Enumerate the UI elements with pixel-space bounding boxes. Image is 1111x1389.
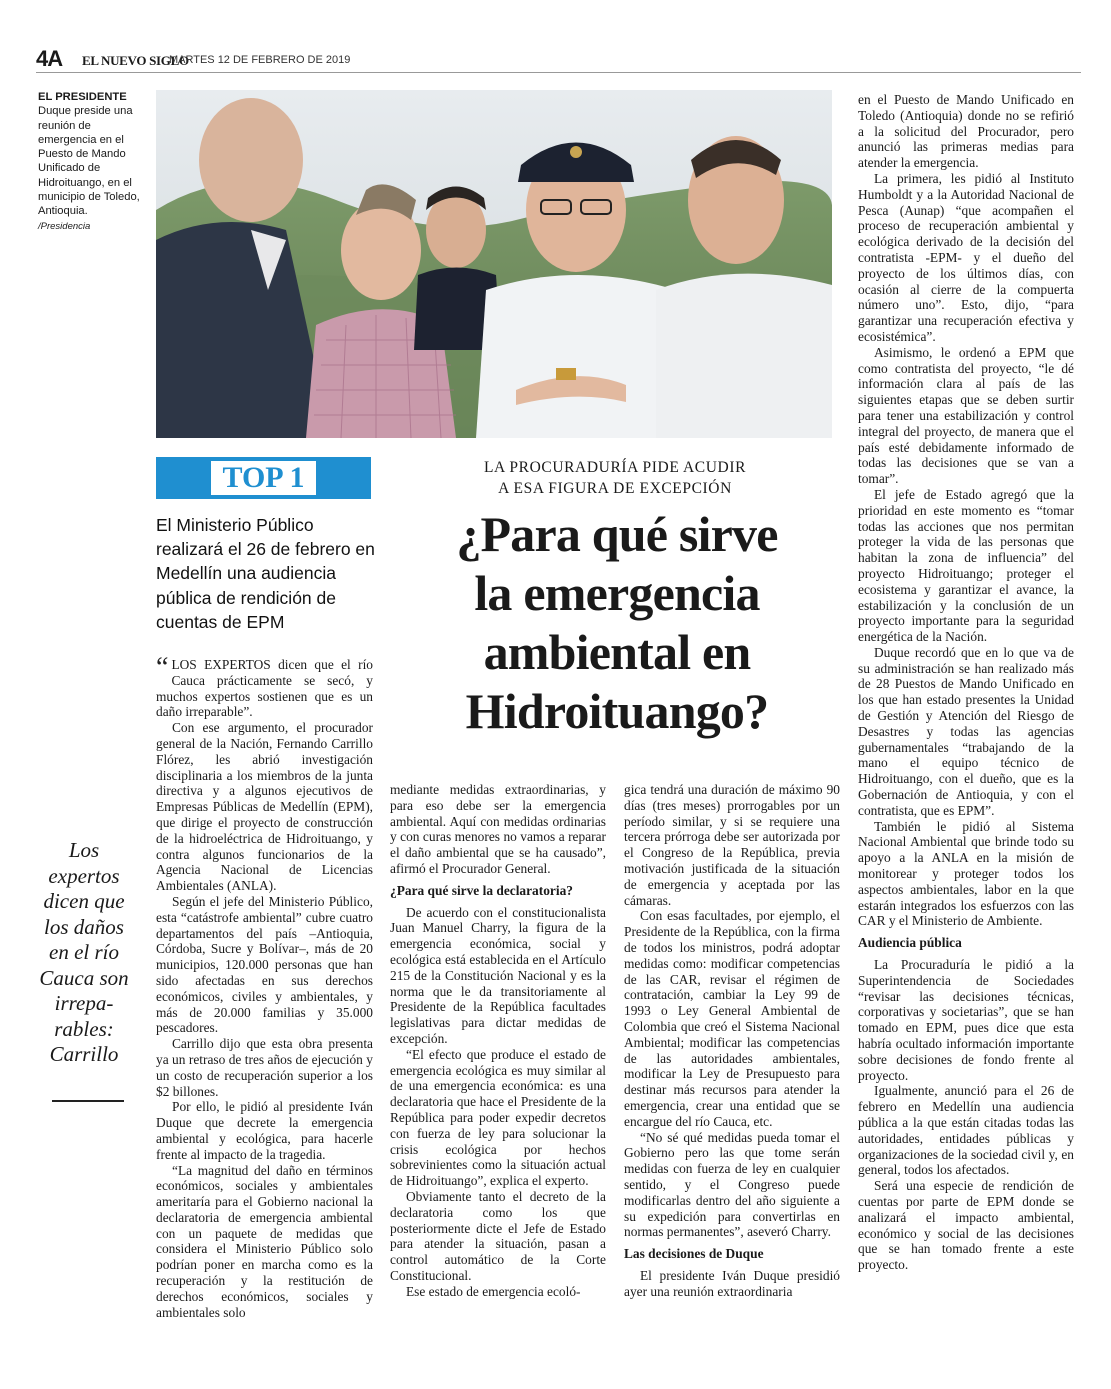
subhead-audiencia: Audiencia pública [858, 935, 962, 951]
headline [412, 505, 822, 741]
caption-text: Duque preside una reunión de emergencia en el Puesto de Mando Unificado de Hidroituango, en el municipio de Toledo, Antioquia. [38, 105, 140, 218]
article-column-middle-2 [624, 782, 840, 1300]
photo-illustration [156, 90, 832, 438]
headline-line-1: ¿Para qué sirve [456, 506, 778, 562]
top-badge [156, 457, 371, 499]
top-summary: El Ministerio Público realizará el 26 de febrero en Medellín una audiencia pública de rendición de cuentas de EPM [156, 515, 375, 632]
article-column-middle-1 [390, 782, 606, 1300]
pull-quote-rule [52, 1100, 124, 1102]
body-paragraph: Igualmente, anunció para el 26 de febrero en Medellín una audiencia pública a la que están citadas todas las autoridades, entidades públicas y organizaciones de la sociedad civil y, en general, todos los afectados. [858, 1083, 1074, 1178]
body-paragraph: “No sé qué medidas pueda tomar el Gobierno pero las que tome serán medidas con fuerza de ley en cualquier sentido, y el Congreso puede modificarlas dentro del año siguiente a su expedición para convertirlas en normas permanentes”, aseveró Charry. [624, 1129, 840, 1240]
body-paragraph: También le pidió al Sistema Nacional Ambiental que brinde todo su apoyo a la ANLA en la misión de monitorear y proteger todos los aspectos ambientales, labor en la que estarán integrados los esfuerzos con las CAR y el Ministerio de Ambiente. [858, 818, 1074, 929]
body-paragraph: El presidente Iván Duque presidió ayer una reunión extraordinaria [624, 1267, 840, 1299]
body-paragraph: Carrillo dijo que esta obra presenta ya un retraso de tres años de ejecución y un costo de recuperación superior a los $2 billones. [156, 1036, 373, 1099]
kicker [420, 457, 810, 499]
body-paragraph: mediante medidas extraordinarias, y para eso debe ser la emergencia ambiental. Aquí con medidas ordinarias y con curas menores no vamos a reparar el daño ambiental que se ha causado”, afirmó el Procurador General. [390, 782, 606, 876]
body-paragraph: El jefe de Estado agregó que la prioridad en este momento es “tomar todas las acciones que nos permitan proteger la vida de las personas que habitan la zona de influencia” del proyecto Hidroituango; proteger el ecosistema y garantizar el avance, la estabilización y la conclusión de un proyecto importante para la seguridad energética de la Nación. [858, 486, 1074, 645]
body-paragraph: Asimismo, le ordenó a EPM que como contratista del proyecto, “le dé información clara al país de las siguientes etapas que se deben surtir para tener una estabilización y control integral del proyecto, de manera que el país esté debidamente informado de todas las decisiones que se van a tomar”. [858, 344, 1074, 487]
top-badge-label: TOP 1 [211, 461, 316, 495]
issue-date: MARTES 12 DE FEBRERO DE 2019 [169, 54, 351, 66]
body-paragraph: Duque recordó que en lo que va de su administración se han realizado más de 28 Puestos de Mando Unificado en los que han estado presentes la Unidad de Gestión y Atención del Riesgo de Desastres y todas las agencias gubernamentales “trabajando de la mano el equipo técnico de Hidroituango, con el dueño, que es la Gobernación de Antioquia, y con el contratista, que es EPM”. [858, 644, 1074, 818]
body-paragraph: “La magnitud del daño en términos económicos, sociales y ambientales ameritaría para el Gobierno nacional la declaratoria de emergencia ambiental con un paquete de medidas que considera el Ministerio Público solo podrían poner en marcha como es la recuperación y la restitución de derechos económicos, sociales y ambientales solo [156, 1162, 373, 1320]
article-column-left [156, 652, 373, 1320]
subhead-declaratoria: ¿Para qué sirve la declaratoria? [390, 882, 573, 898]
body-paragraph: Por ello, le pidió al presidente Iván Duque que decrete la emergencia ambiental y ecológica, para hacerle frente al impacto de la tragedia. [156, 1099, 373, 1162]
headline-line-2: la emergencia [474, 565, 760, 621]
kicker-line-2: A ESA FIGURA DE EXCEPCIÓN [498, 480, 732, 497]
body-paragraph: La primera, les pidió al Instituto Humboldt y a la Autoridad Nacional de Pesca (Aunap) “que acompañen el proceso de recuperación ambiental y ecológica derivado de la decisión del contratista -EPM- y el dueño del proyecto de los últimos días, con ocasión al cierre de la compuerta número uno”. Esto, dijo, “para garantizar una recuperación efectiva y ecosistémica”. [858, 170, 1074, 344]
subhead-decisiones: Las decisiones de Duque [624, 1246, 764, 1262]
headline-line-3: ambiental en [483, 624, 751, 680]
headline-line-4: Hidroituango? [465, 683, 769, 739]
body-paragraph: Ese estado de emergencia ecoló- [406, 1283, 581, 1299]
news-photo [156, 90, 832, 438]
caption-head: EL PRESIDENTE [38, 91, 127, 103]
body-paragraph: gica tendrá una duración de máximo 90 días (tres meses) prorrogables por un período similar, y si se requiere una tercera prórroga debe ser autorizada por el Congreso de la República, previa motivación justificada de la situación de emergencia y aceptada por las cámaras. [624, 782, 840, 908]
body-paragraph: Con esas facultades, por ejemplo, el Presidente de la República, con la firma de todos los ministros, podrá adoptar medidas como: modificar competencias de las CAR, revisar el régimen de contratación, cambiar la Ley 99 de 1993 o Ley General Ambiental de Colombia que creó el Sistema Nacional Ambiental; modificar las competencias de las autoridades ambientales, modificar la Ley de Presupuesto para destinar más recursos para atender la emergencia, crear una entidad que se encargue del río Cauca, etc. [624, 908, 840, 1129]
page-header [36, 46, 1081, 73]
pull-quote: Los expertos dicen que los daños en el río Cauca son irrepa-rables: Carrillo [39, 838, 129, 1066]
body-paragraph: Según el jefe del Ministerio Público, esta “catástrofe ambiental” cubre cuatro departamentos del país –Antioquia, Córdoba, Sucre y Bolívar–, más de 20 municipios, 120.000 personas que han sido afectadas en sus derechos económicos, civiles y ambientales, y más de 20.000 familias y 35.000 pescadores. [156, 893, 373, 1036]
body-paragraph: De acuerdo con el constitucionalista Juan Manuel Charry, la figura de la emergencia económica, social y ecológica está establecida en el Artículo 215 de la Constitución Nacional y es la norma que le da transitoriamente al Presidente de la República facultades legislativas para dictar medidas de excepción. [390, 904, 606, 1046]
quote-mark-icon: “ [156, 652, 169, 683]
body-paragraph: La Procuraduría le pidió a la Superintendencia de Sociedades “revisar las decisiones técnicas, corporativas y societarias”, que se han tomado en EPM, pues dice que esta habría ocultado información importante sobre decisiones de fondo frente al proyecto. [858, 957, 1074, 1083]
body-paragraph: Con ese argumento, el procurador general de la Nación, Fernando Carrillo Flórez, les abrió investigación disciplinaria a los miembros de la junta directiva y a algunos ejecutivos de Empresas Públicas de Medellín (EPM), que dirige el proyecto de construcción de la hidroeléctrica de Hidroituango, y contra algunos funcionarios de la Agencia Nacional de Licencias Ambientales (ANLA). [156, 720, 373, 894]
lead-text: LOS EXPERTOS dicen que el río Cauca prácticamente se secó, y muchos expertos sostienen que es un daño irreparable”. [156, 657, 373, 720]
body-paragraph: en el Puesto de Mando Unificado en Toledo (Antioquia) donde no se refirió a la solicitud del Procurador, pero anunció las primeras medias para atender la emergencia. [858, 92, 1074, 171]
body-paragraph: Será una especie de rendición de cuentas por parte de EPM donde se analizará el impacto ambiental, económico y social de las decisiones que se han tomado frente a este proyecto. [858, 1178, 1074, 1273]
article-column-right [858, 92, 1074, 1273]
kicker-line-1: LA PROCURADURÍA PIDE ACUDIR [483, 459, 747, 476]
page-number: 4A [36, 46, 63, 71]
body-paragraph: Obviamente tanto el decreto de la declaratoria como los que posteriormente dicte el Jefe de Estado para atender la situación, pasan a control automático de la Corte Constitucional. [390, 1188, 606, 1283]
newspaper-name: EL NUEVO SIGLO [82, 53, 189, 68]
photo-credit: /Presidencia [38, 220, 91, 232]
photo-caption [38, 90, 150, 234]
body-paragraph: “El efecto que produce el estado de emergencia ecológica es muy similar al de una emergencia económica: es una declaratoria que hace el Presidente de la República para poder expedir decretos con fuerza de ley para solucionar la crisis ecológica por hechos sobrevinientes como la situación actual de Hidroituango”, explica el experto. [390, 1046, 606, 1189]
lead-paragraph [156, 652, 373, 720]
